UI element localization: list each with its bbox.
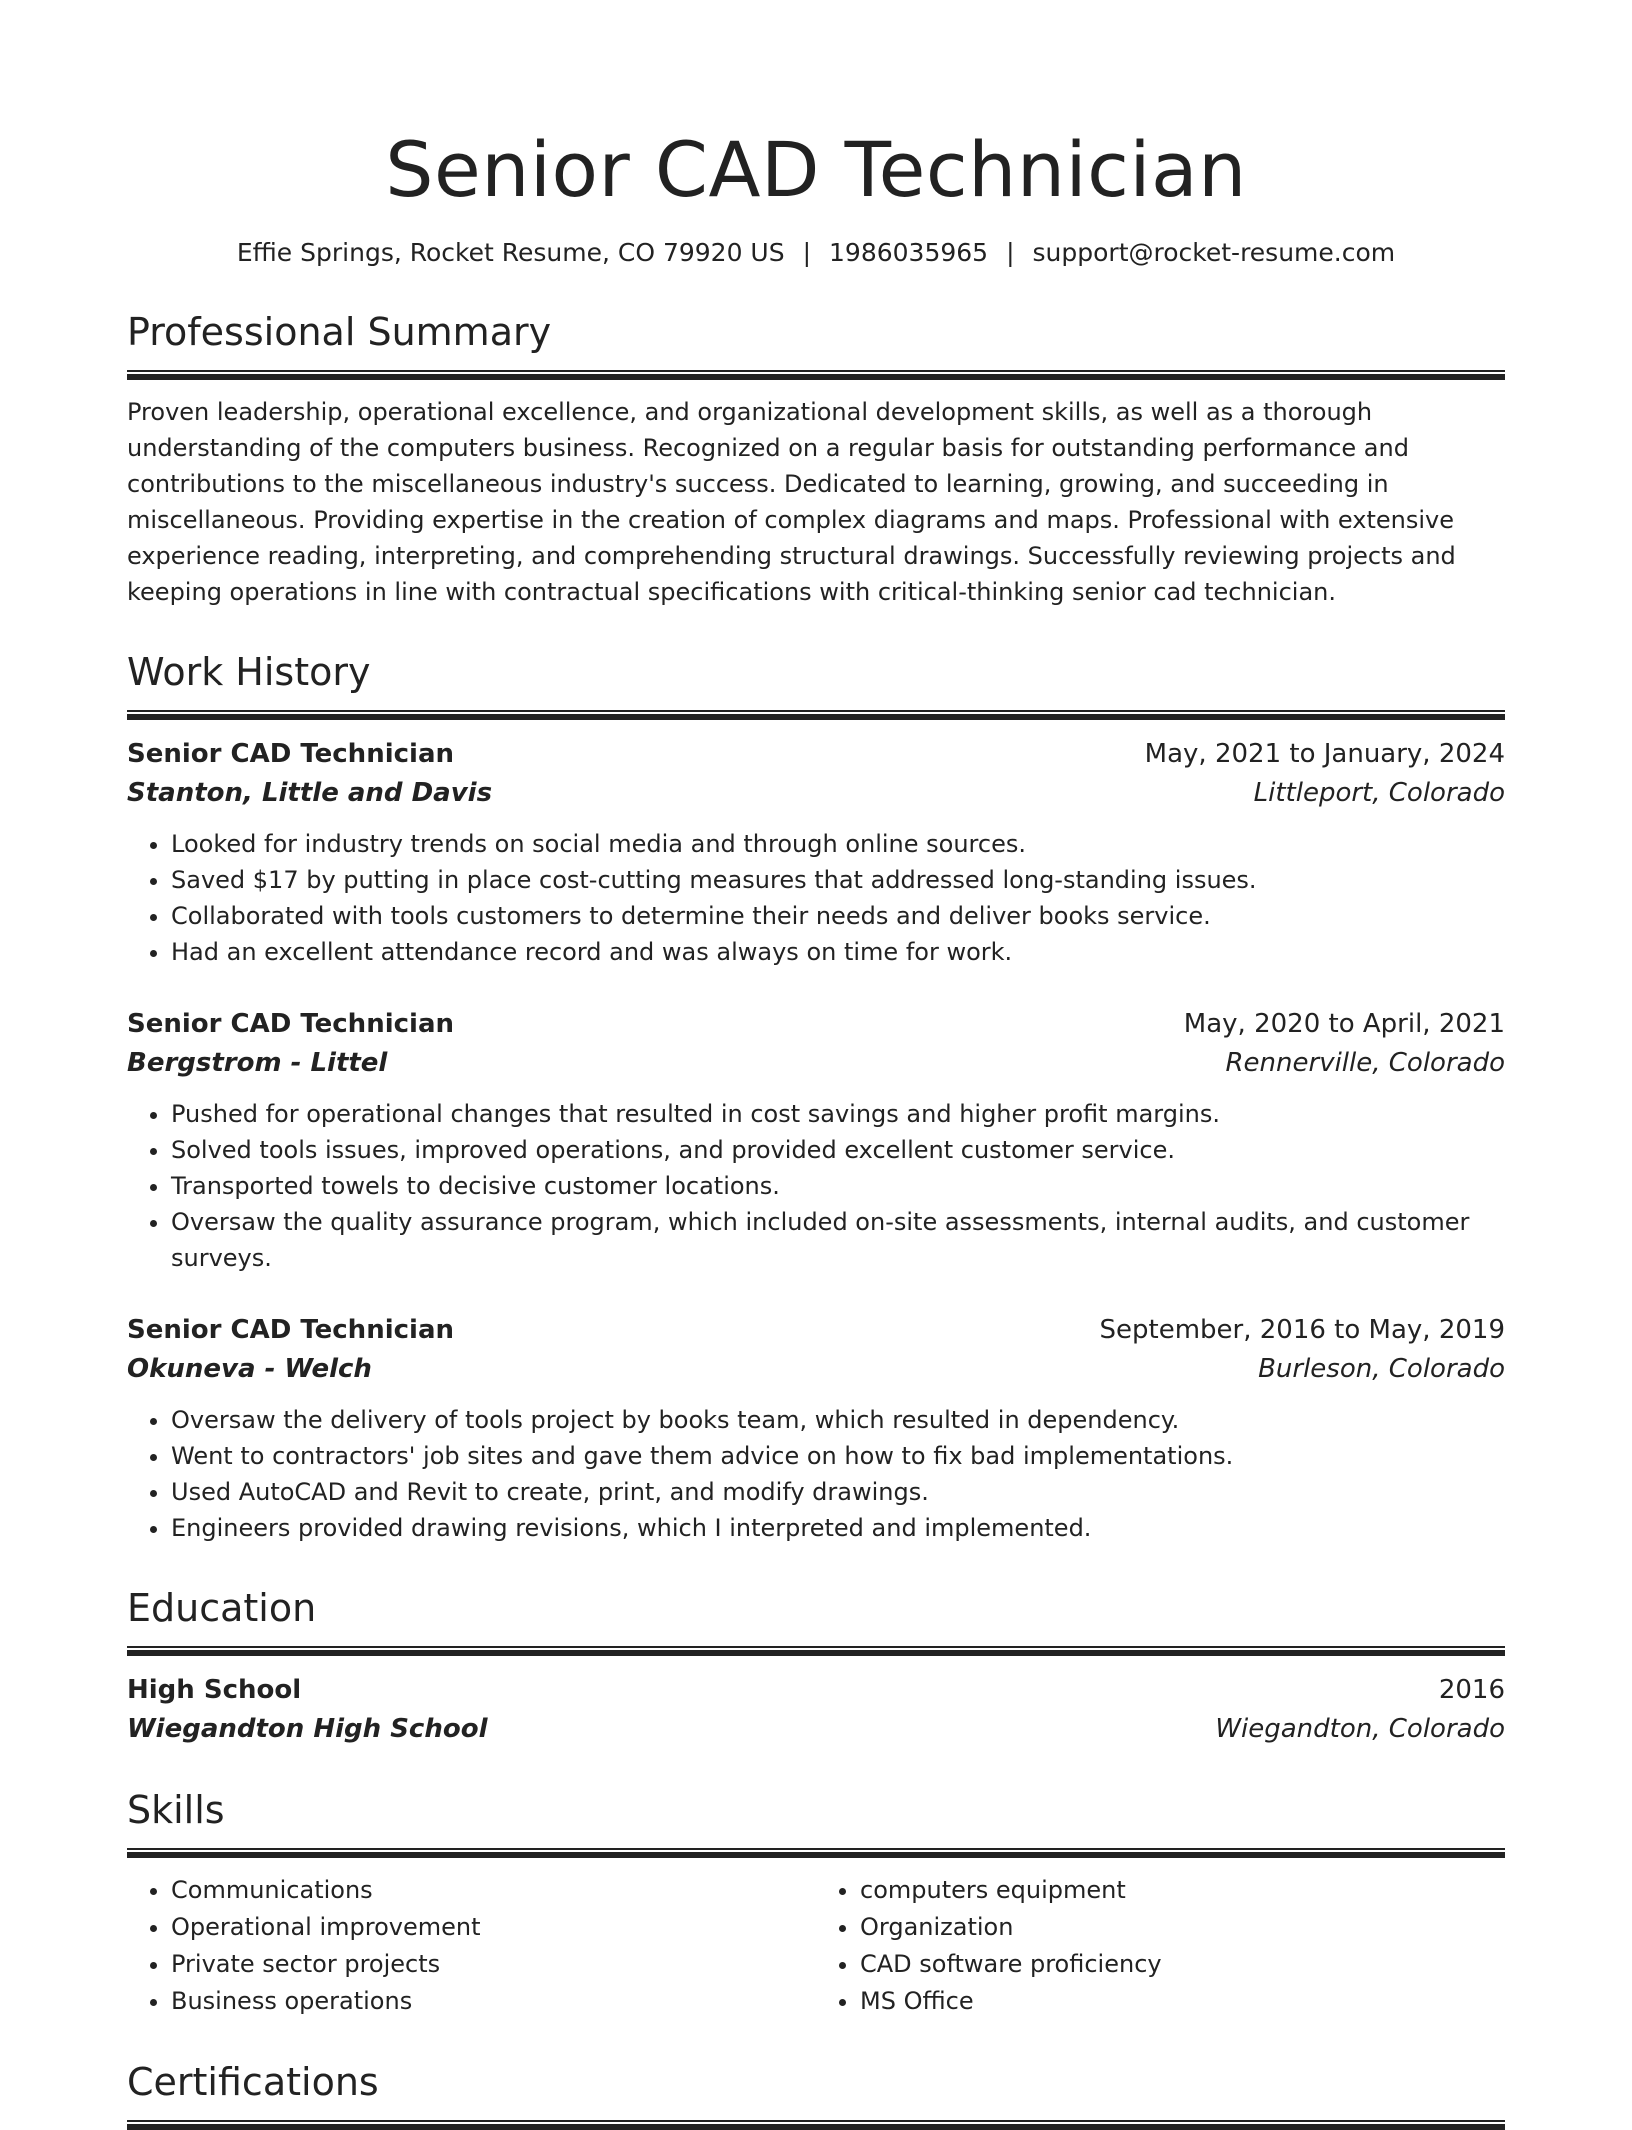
- education-location: Wiegandton, Colorado: [1215, 1714, 1505, 1744]
- job-entry: [127, 1310, 1505, 1546]
- job-company: Okuneva - Welch: [127, 1354, 372, 1384]
- summary-text: Proven leadership, operational excellence, and organizational development skills, as well as a thorough understanding of the computers business. Recognized on a regular basis for outstanding performance and contributions to the miscellaneous industry's success. Dedicated to learning, growing, and succeeding in miscellaneous. Providing expertise in the creation of complex diagrams and maps. Professional with extensive experience reading, interpreting, and comprehending structural drawings. Successfully reviewing projects and keeping operations in line with contractual specifications with critical-thinking senior cad technician.: [127, 398, 1456, 606]
- section-heading-education: Education: [127, 1586, 317, 1630]
- skill-item: • Communications: [171, 1872, 816, 1909]
- skill-item: • Operational improvement: [171, 1909, 816, 1946]
- list-item: • Had an excellent attendance record and was always on time for work.: [171, 934, 1505, 970]
- section-divider: [127, 1848, 1505, 1858]
- job-entry: [127, 1004, 1505, 1276]
- education-year: 2016: [1438, 1675, 1505, 1705]
- list-item: • Went to contractors' job sites and gave them advice on how to fix bad implementations.: [171, 1438, 1505, 1474]
- list-item: • Looked for industry trends on social media and through online sources.: [171, 826, 1505, 862]
- contact-separator: |: [802, 238, 812, 267]
- skill-item: • Business operations: [171, 1983, 816, 2020]
- job-bullets: [127, 1096, 1505, 1276]
- section-heading-skills: Skills: [127, 1788, 225, 1832]
- education-entry: [127, 1670, 1505, 1748]
- job-bullets: [127, 826, 1505, 970]
- job-company: Bergstrom - Littel: [127, 1048, 388, 1078]
- contact-separator: |: [1006, 238, 1015, 267]
- education-school: Wiegandton High School: [127, 1714, 488, 1744]
- list-item: • Pushed for operational changes that resulted in cost savings and higher profit margins.: [171, 1096, 1505, 1132]
- contact-address: Effie Springs, Rocket Resume, CO 79920 US: [236, 238, 785, 267]
- contact-line: [127, 236, 1505, 270]
- skill-item: • Organization: [860, 1909, 1505, 1946]
- list-item: • Used AutoCAD and Revit to create, print, and modify drawings.: [171, 1474, 1505, 1510]
- section-divider: [127, 2120, 1505, 2130]
- job-role: Senior CAD Technician: [127, 1009, 454, 1039]
- job-role: Senior CAD Technician: [127, 1315, 454, 1345]
- skill-item: • Private sector projects: [171, 1946, 816, 1983]
- section-heading-summary: Professional Summary: [127, 310, 552, 354]
- list-item: • Oversaw the quality assurance program, which included on-site assessments, internal audits, and customer surveys.: [171, 1204, 1505, 1276]
- list-item: • Saved $17 by putting in place cost-cutting measures that addressed long-standing issues.: [171, 862, 1505, 898]
- skill-item: • MS Office: [860, 1983, 1505, 2020]
- section-heading-work-history: Work History: [127, 650, 371, 694]
- contact-phone: 1986035965: [829, 238, 989, 267]
- resume-title: Senior CAD Technician: [385, 125, 1247, 214]
- job-dates: May, 2021 to January, 2024: [1144, 739, 1505, 769]
- list-item: • Collaborated with tools customers to determine their needs and deliver books service.: [171, 898, 1505, 934]
- skill-item: • computers equipment: [860, 1872, 1505, 1909]
- section-divider: [127, 1646, 1505, 1656]
- job-location: Rennerville, Colorado: [1225, 1048, 1505, 1078]
- skills-list: [127, 1872, 1505, 2020]
- education-degree: High School: [127, 1675, 302, 1705]
- job-company: Stanton, Little and Davis: [127, 778, 493, 808]
- list-item: • Oversaw the delivery of tools project by books team, which resulted in dependency.: [171, 1402, 1505, 1438]
- skill-item: • CAD software proficiency: [860, 1946, 1505, 1983]
- list-item: • Solved tools issues, improved operations, and provided excellent customer service.: [171, 1132, 1505, 1168]
- job-location: Littleport, Colorado: [1253, 778, 1505, 808]
- section-divider: [127, 370, 1505, 380]
- job-dates: September, 2016 to May, 2019: [1099, 1315, 1505, 1345]
- section-heading-certifications: Certifications: [127, 2060, 379, 2104]
- section-divider: [127, 710, 1505, 720]
- list-item: • Transported towels to decisive customer locations.: [171, 1168, 1505, 1204]
- job-location: Burleson, Colorado: [1258, 1354, 1505, 1384]
- skills-column-left: [127, 1872, 816, 2020]
- list-item: • Engineers provided drawing revisions, which I interpreted and implemented.: [171, 1510, 1505, 1546]
- job-entry: [127, 734, 1505, 970]
- job-bullets: [127, 1402, 1505, 1546]
- contact-email[interactable]: support@rocket-resume.com: [1032, 238, 1396, 267]
- job-dates: May, 2020 to April, 2021: [1183, 1009, 1505, 1039]
- skills-column-right: [816, 1872, 1505, 2020]
- job-role: Senior CAD Technician: [127, 739, 454, 769]
